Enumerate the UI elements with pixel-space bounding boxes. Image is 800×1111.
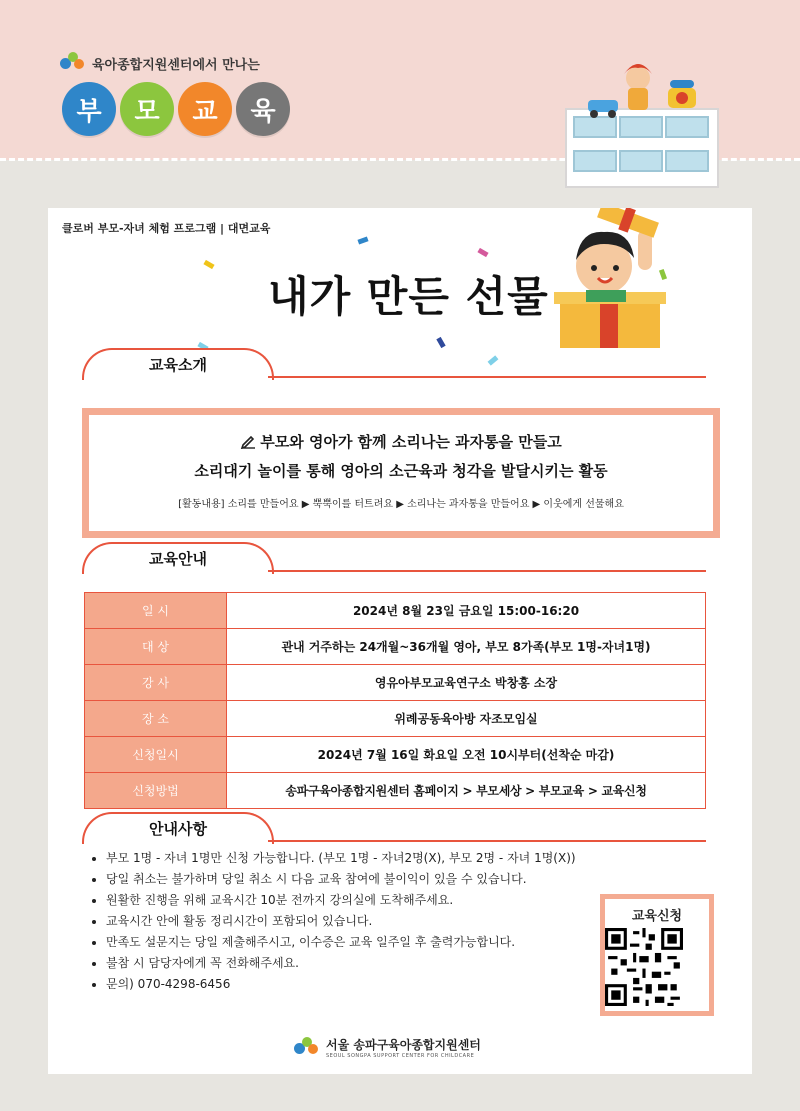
confetti (436, 337, 445, 348)
activity-line: [활동내용] 소리를 만들어요 ▶ 뿍뿍이를 터트려요 ▶ 소리나는 과자통을 만들어요 ▶ 이웃에게 선물해요 (178, 499, 624, 510)
confetti (203, 260, 214, 269)
intro-line-1 (89, 431, 713, 452)
intro-line-1-text: 부모와 영아가 함께 소리나는 과자통을 만들고 (260, 433, 562, 451)
toys-icon (580, 60, 710, 120)
table-row (85, 665, 706, 701)
table-row (85, 773, 706, 809)
row-value: 2024년 8월 23일 금요일 15:00-16:20 (227, 593, 706, 629)
main-card (48, 208, 752, 1074)
table-row (85, 629, 706, 665)
program-label: 클로버 부모-자녀 체험 프로그램 | 대면교육 (62, 222, 271, 235)
footer-subtitle: SEOUL SONGPA SUPPORT CENTER FOR CHILDCARE (326, 1053, 475, 1059)
clover-logo-icon (294, 1037, 320, 1059)
row-value: 위례공동육아방 자조모임실 (227, 701, 706, 737)
section-notes-header (82, 812, 706, 844)
section-info-header (82, 542, 706, 574)
list-item: • 교육시간 안에 활동 정리시간이 포함되어 있습니다. (106, 911, 626, 932)
footer-name: 서울 송파구육아종합지원센터 (326, 1038, 481, 1052)
table-row (85, 593, 706, 629)
list-item: • 문의) 070-4298-6456 (106, 974, 626, 995)
list-item: • 부모 1명 - 자녀 1명만 신청 가능합니다. (부모 1명 - 자녀2명(X), 부모 2명 - 자녀 1명(X)) (106, 848, 626, 869)
row-label: 강 사 (85, 665, 227, 701)
toy-shelf-illustration (565, 108, 719, 188)
clover-logo-icon (60, 52, 86, 74)
info-table (84, 592, 706, 809)
footer-logo (294, 1036, 481, 1059)
confetti (357, 236, 368, 244)
intro-line-2: 소리대기 놀이를 통해 영아의 소근육과 청각을 발달시키는 활동 (194, 462, 608, 480)
section-rule (268, 840, 706, 842)
section-title: 교육안내 (149, 550, 207, 568)
row-label: 신청일시 (85, 737, 227, 773)
title-circles (62, 82, 290, 136)
section-intro-header (82, 348, 706, 380)
title-char-4: 육 (236, 82, 290, 136)
intro-box (82, 408, 720, 538)
pencil-icon (240, 433, 256, 449)
row-value: 관내 거주하는 24개월~36개월 영아, 부모 8가족(부모 1명-자녀1명) (227, 629, 706, 665)
gift-kid-illustration (546, 208, 696, 348)
section-tab (82, 812, 274, 844)
row-value: 송파구육아종합지원센터 홈페이지 > 부모세상 > 부모교육 > 교육신청 (227, 773, 706, 809)
section-tab (82, 348, 274, 380)
title-char-2: 모 (120, 82, 174, 136)
row-label: 신청방법 (85, 773, 227, 809)
qr-title: 교육신청 (631, 909, 683, 924)
main-title: 내가 만든 선물 (268, 272, 549, 321)
list-item: • 원활한 진행을 위해 교육시간 10분 전까지 강의실에 도착해주세요. (106, 890, 626, 911)
notes-list (88, 848, 626, 995)
list-item: • 당일 취소는 불가하며 당일 취소 시 다음 교육 참여에 불이익이 있을 수 있습니다. (106, 869, 626, 890)
title-char-3: 교 (178, 82, 232, 136)
section-title: 교육소개 (149, 356, 207, 374)
table-row (85, 701, 706, 737)
row-value: 2024년 7월 16일 화요일 오전 10시부터(선착순 마감) (227, 737, 706, 773)
row-value: 영유아부모교육연구소 박창홍 소장 (227, 665, 706, 701)
row-label: 대 상 (85, 629, 227, 665)
qr-code-icon[interactable] (605, 928, 683, 1006)
qr-signup-box[interactable] (600, 894, 714, 1016)
row-label: 장 소 (85, 701, 227, 737)
section-title: 안내사항 (149, 820, 207, 838)
section-rule (268, 570, 706, 572)
table-row (85, 737, 706, 773)
list-item: • 만족도 설문지는 당일 제출해주시고, 이수증은 교육 일주일 후 출력가능합니다. (106, 932, 626, 953)
header-subtitle: 육아종합지원센터에서 만나는 (92, 57, 260, 73)
title-char-1: 부 (62, 82, 116, 136)
row-label: 일 시 (85, 593, 227, 629)
list-item: • 불참 시 담당자에게 꼭 전화해주세요. (106, 953, 626, 974)
section-tab (82, 542, 274, 574)
confetti (477, 248, 488, 257)
section-rule (268, 376, 706, 378)
center-logo (60, 52, 260, 74)
